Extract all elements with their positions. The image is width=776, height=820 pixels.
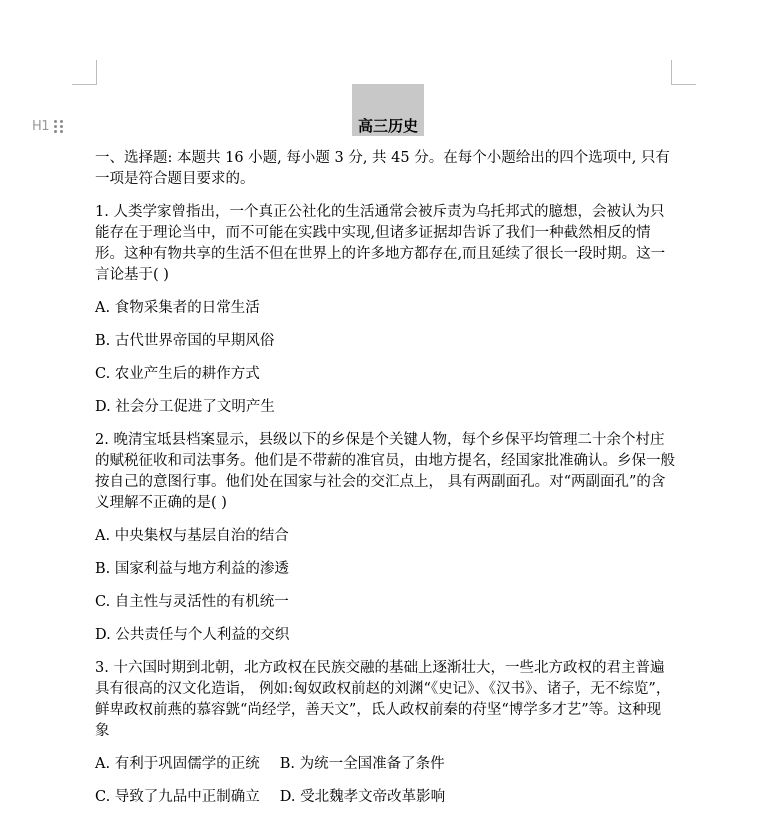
answer-option-row (95, 754, 675, 775)
section-intro: 一、选择题: 本题共 16 小题, 每小题 3 分, 共 45 分。在每个小题给出的四个选项中, 只有一项是符合题目要求的。 (95, 150, 670, 187)
answer-option: A. 中央集权与基层自治的结合 (95, 528, 289, 544)
answer-option: C. 导致了九品中正制确立 (95, 789, 260, 805)
answer-option: D. 受北魏孝文帝改革影响 (279, 789, 446, 805)
answer-option: D. 社会分工促进了文明产生 (95, 399, 275, 415)
answer-option: B. 为统一全国准备了条件 (279, 756, 445, 772)
document-body[interactable] (95, 148, 675, 820)
document-title[interactable]: 高三历史 (357, 117, 418, 135)
answer-option: B. 国家利益与地方利益的渗透 (95, 561, 289, 577)
answer-option: A. 有利于巩固儒学的正统 (95, 756, 260, 772)
answer-option-row (95, 787, 675, 808)
answer-option: D. 公共责任与个人利益的交织 (95, 627, 290, 643)
question-stem: 2. 晚清宝坻县档案显示，县级以下的乡保是个关键人物，每个乡保平均管理二十余个村庄的赋税征收和司法事务。他们是不带薪的准官员，由地方提名，经国家批准确认。乡保一般按自己的意图行事。他们处在国家与社会的交汇点上， 具有两副面孔。对“两副面孔”的含义理解不正确的是( ) (95, 432, 675, 511)
answer-option: A. 食物采集者的日常生活 (95, 300, 260, 316)
question-stem: 1. 人类学家曾指出，一个真正公社化的生活通常会被斥责为乌托邦式的臆想，会被认为只能存在于理论当中，而不可能在实践中实现,但诸多证据却告诉了我们一种截然相反的情形。这种有物共享的生活不但在世界上的许多地方都存在,而且延续了很长一段时期。这一言论基于( ) (95, 204, 666, 283)
answer-option: B. 古代世界帝国的早期风俗 (95, 333, 275, 349)
answer-option: C. 自主性与灵活性的有机统一 (95, 594, 289, 610)
margin-corner-top-left (72, 60, 97, 85)
question-stem: 3. 十六国时期到北朝，北方政权在民族交融的基础上逐渐壮大，一些北方政权的君主普遍具有很高的汉文化造诣， 例如:匈奴政权前赵的刘渊“《史记》、《汉书》、诸子，无不综览”，鲜卑政权前燕的慕容皝“尚经学，善天文”，氐人政权前秦的苻坚“博学多才艺”等。这种现象 (95, 660, 671, 739)
margin-corner-top-right (671, 60, 696, 85)
heading-level-badge: H1 (32, 118, 50, 134)
heading-handle[interactable] (32, 116, 63, 136)
answer-option: C. 农业产生后的耕作方式 (95, 366, 260, 382)
drag-handle-icon[interactable] (54, 120, 63, 133)
